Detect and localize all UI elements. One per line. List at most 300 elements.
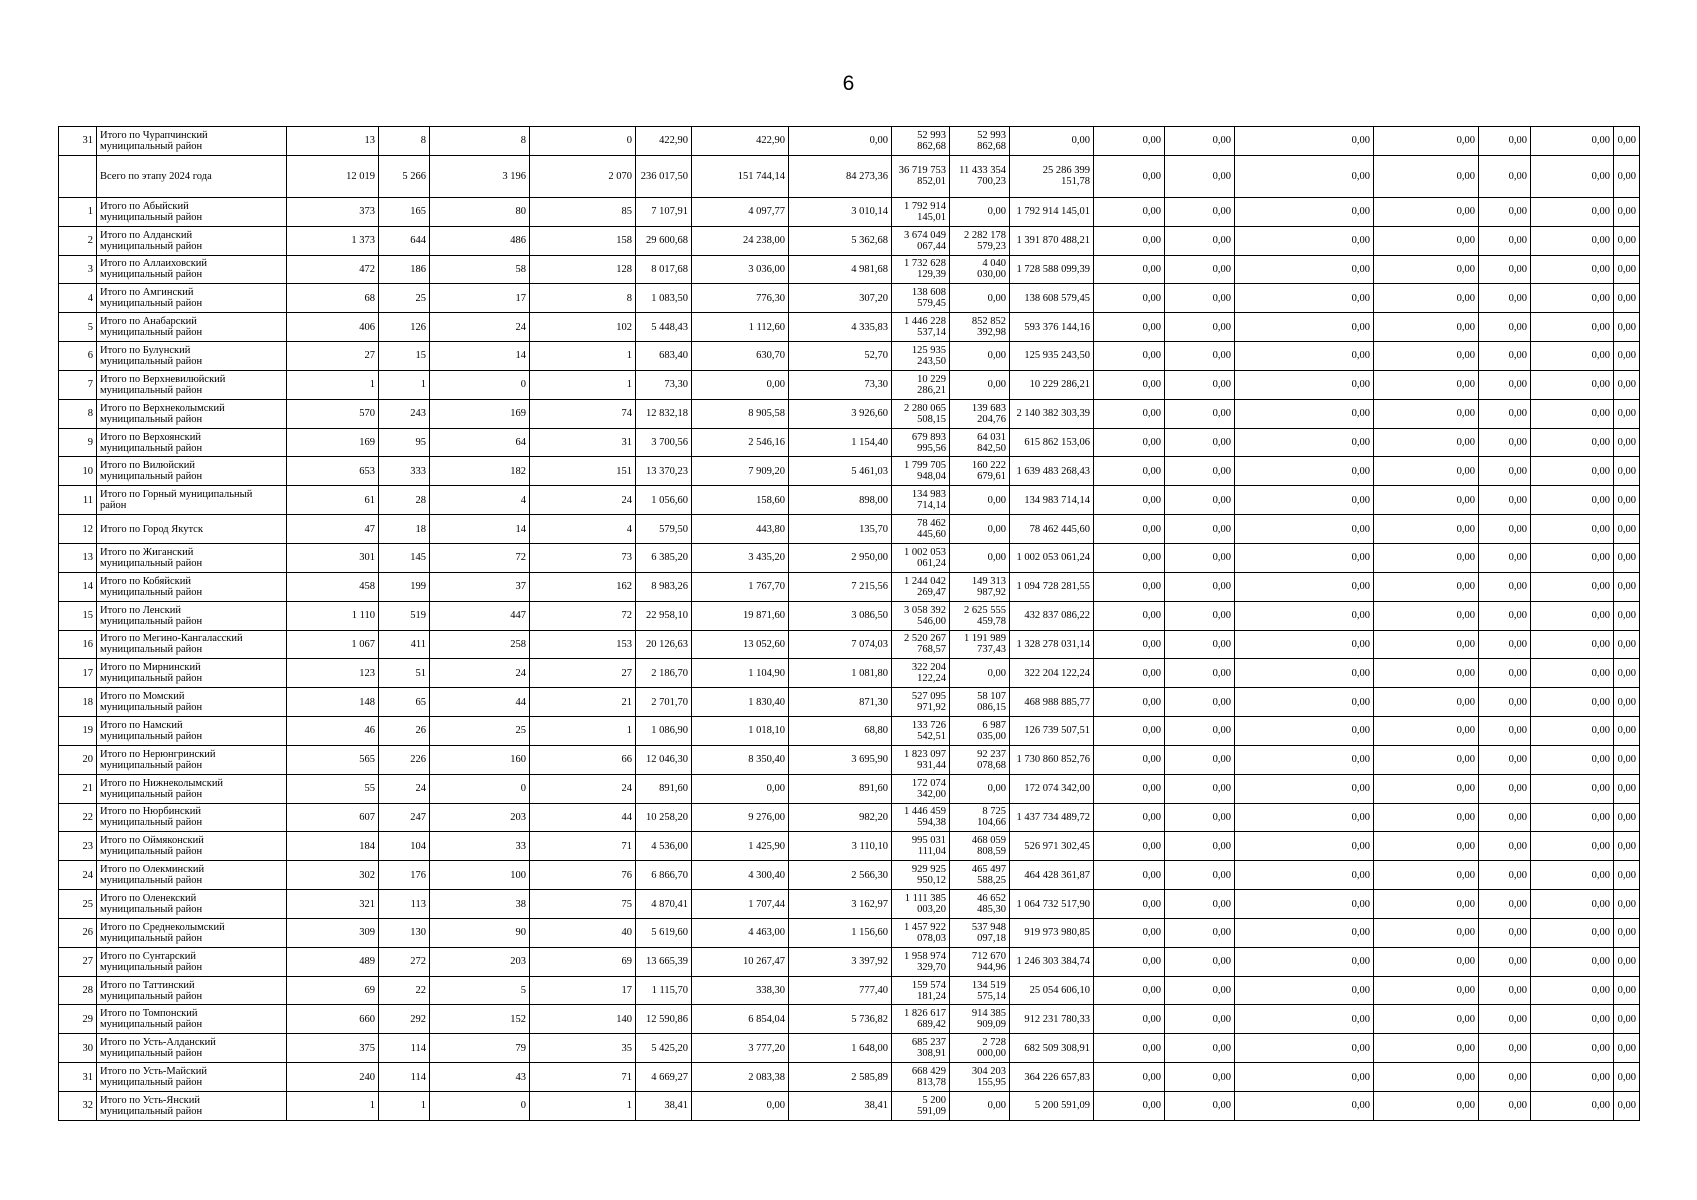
cell-value: 0,00 [1212, 170, 1231, 182]
value-cell-col-4 [530, 918, 636, 947]
value-cell-col-14 [1374, 1005, 1479, 1034]
cell-value: 0,00 [1617, 1071, 1636, 1083]
cell-value: 0,00 [1351, 1071, 1370, 1083]
value-cell-col-1 [287, 803, 379, 832]
value-cell-col-4 [530, 976, 636, 1005]
cell-value: 0,00 [1617, 379, 1636, 391]
cell-value: 13 052,60 [743, 638, 785, 650]
value-cell-col-13 [1235, 284, 1374, 313]
value-cell-col-14 [1374, 255, 1479, 284]
cell-value: 8 350,40 [748, 754, 785, 766]
cell-value: 6 866,70 [651, 869, 688, 881]
cell-value: 1 823 097 931,44 [904, 748, 946, 771]
value-cell-col-15 [1479, 1063, 1531, 1092]
value-cell-col-9 [950, 1034, 1010, 1063]
value-cell-col-14 [1374, 918, 1479, 947]
cell-value: 1 056,60 [651, 494, 688, 506]
value-cell-col-15 [1479, 890, 1531, 919]
value-cell-col-1 [287, 226, 379, 255]
cell-value: 0,00 [1212, 898, 1231, 910]
value-cell-col-2 [379, 1092, 430, 1121]
cell-value: 7 909,20 [748, 465, 785, 477]
value-cell-col-17 [1614, 486, 1640, 515]
value-cell-col-12 [1165, 1005, 1235, 1034]
value-cell-col-4 [530, 717, 636, 746]
value-cell-col-1 [287, 1034, 379, 1063]
value-cell-col-15 [1479, 774, 1531, 803]
value-cell-col-6 [692, 543, 789, 572]
value-cell-col-15 [1479, 255, 1531, 284]
row-number: 6 [59, 342, 97, 371]
value-cell-col-16 [1531, 572, 1614, 601]
cell-value: 0,00 [1456, 610, 1475, 622]
cell-value: 114 [410, 1042, 426, 1054]
value-cell-col-13 [1235, 601, 1374, 630]
cell-value: 24 238,00 [743, 235, 785, 247]
value-cell-col-6 [692, 745, 789, 774]
cell-value: 159 574 181,24 [911, 979, 946, 1002]
cell-value: 38,41 [864, 1100, 888, 1112]
value-cell-col-4 [530, 255, 636, 284]
value-cell-col-4 [530, 428, 636, 457]
cell-value: 0,00 [1591, 898, 1610, 910]
cell-value: 0,00 [1212, 840, 1231, 852]
cell-value: 919 973 980,85 [1024, 927, 1090, 939]
municipality-name-line: муниципальный район [100, 875, 203, 887]
value-cell-col-4 [530, 861, 636, 890]
cell-value: 95 [415, 437, 426, 449]
cell-value: 0,00 [1456, 206, 1475, 218]
cell-value: 72 [621, 610, 632, 622]
cell-value: 184 [359, 840, 375, 852]
cell-value: 0,00 [1142, 783, 1161, 795]
value-cell-col-7 [789, 284, 892, 313]
cell-value: 3 196 [502, 170, 526, 182]
cell-value: 0,00 [1212, 1100, 1231, 1112]
cell-value: 0,00 [1212, 956, 1231, 968]
cell-value: 432 837 086,22 [1024, 610, 1090, 622]
cell-value: 0,00 [1456, 1071, 1475, 1083]
value-cell-col-9 [950, 976, 1010, 1005]
cell-value: 0,00 [1508, 840, 1527, 852]
cell-value: 3 058 392 546,00 [904, 604, 946, 627]
cell-value: 0,00 [1591, 494, 1610, 506]
value-cell-col-9 [950, 630, 1010, 659]
value-cell-col-12 [1165, 457, 1235, 486]
cell-value: 375 [359, 1042, 375, 1054]
value-cell-col-13 [1235, 745, 1374, 774]
value-cell-col-10 [1010, 918, 1094, 947]
value-cell-col-15 [1479, 127, 1531, 156]
value-cell-col-5 [636, 861, 692, 890]
municipality-name-line: муниципальный район [100, 586, 203, 598]
cell-value: 304 203 155,95 [971, 1066, 1006, 1089]
cell-value: 2 282 178 579,23 [964, 229, 1006, 252]
value-cell-col-4 [530, 774, 636, 803]
cell-value: 79 [515, 1042, 526, 1054]
cell-value: 0,00 [1351, 465, 1370, 477]
municipality-name-line: муниципальный район [100, 1105, 203, 1117]
table-row [59, 342, 1640, 371]
municipality-name [97, 1005, 287, 1034]
cell-value: 912 231 780,33 [1024, 1013, 1090, 1025]
value-cell-col-4 [530, 313, 636, 342]
value-cell-col-3 [430, 226, 530, 255]
value-cell-col-10 [1010, 630, 1094, 659]
value-cell-col-8 [892, 918, 950, 947]
cell-value: 25 286 399 151,78 [1042, 165, 1090, 188]
cell-value: 126 [410, 321, 426, 333]
cell-value: 51 [415, 667, 426, 679]
cell-value: 364 226 657,83 [1024, 1071, 1090, 1083]
cell-value: 465 497 588,25 [971, 864, 1006, 887]
cell-value: 36 719 753 852,01 [898, 165, 946, 188]
cell-value: 138 608 579,45 [1024, 292, 1090, 304]
table-row [59, 861, 1640, 890]
value-cell-col-9 [950, 832, 1010, 861]
cell-value: 169 [510, 408, 526, 420]
cell-value: 0,00 [1351, 408, 1370, 420]
cell-value: 3 926,60 [851, 408, 888, 420]
value-cell-col-11 [1094, 515, 1165, 544]
municipality-name [97, 255, 287, 284]
cell-value: 3 674 049 067,44 [904, 229, 946, 252]
value-cell-col-12 [1165, 255, 1235, 284]
cell-value: 19 871,60 [743, 610, 785, 622]
municipality-name-line: Итого по Верхнеколымский [100, 402, 225, 414]
cell-value: 0,00 [1508, 956, 1527, 968]
cell-value: 0,00 [1617, 1100, 1636, 1112]
value-cell-col-7 [789, 342, 892, 371]
cell-value: 1 391 870 488,21 [1016, 235, 1090, 247]
cell-value: 37 [515, 581, 526, 593]
cell-value: 5 266 [402, 170, 426, 182]
value-cell-col-10 [1010, 1092, 1094, 1121]
value-cell-col-16 [1531, 226, 1614, 255]
cell-value: 6 385,20 [651, 552, 688, 564]
cell-value: 1 244 042 269,47 [904, 575, 946, 598]
cell-value: 0,00 [1617, 135, 1636, 147]
value-cell-col-6 [692, 428, 789, 457]
value-cell-col-1 [287, 976, 379, 1005]
cell-value: 7 215,56 [851, 581, 888, 593]
cell-value: 0,00 [1142, 667, 1161, 679]
cell-value: 0,00 [1142, 610, 1161, 622]
value-cell-col-6 [692, 717, 789, 746]
value-cell-col-16 [1531, 284, 1614, 313]
cell-value: 27 [364, 350, 375, 362]
cell-value: 0,00 [1142, 869, 1161, 881]
value-cell-col-4 [530, 342, 636, 371]
value-cell-col-10 [1010, 486, 1094, 515]
value-cell-col-7 [789, 1005, 892, 1034]
cell-value: 12 590,86 [646, 1013, 688, 1025]
value-cell-col-7 [789, 745, 892, 774]
municipality-name-line: муниципальный район [100, 298, 203, 310]
value-cell-col-9 [950, 457, 1010, 486]
value-cell-col-14 [1374, 745, 1479, 774]
cell-value: 411 [410, 638, 426, 650]
cell-value: 0,00 [1351, 437, 1370, 449]
cell-value: 0,00 [1142, 581, 1161, 593]
value-cell-col-5 [636, 1034, 692, 1063]
cell-value: 2 728 000,00 [977, 1037, 1006, 1060]
value-cell-col-17 [1614, 745, 1640, 774]
cell-value: 1 110 [351, 610, 375, 622]
value-cell-col-6 [692, 284, 789, 313]
value-cell-col-10 [1010, 155, 1094, 197]
cell-value: 0,00 [1212, 408, 1231, 420]
cell-value: 151 744,14 [737, 170, 785, 182]
value-cell-col-8 [892, 197, 950, 226]
cell-value: 24 [415, 783, 426, 795]
cell-value: 0,00 [1351, 523, 1370, 535]
cell-value: 52,70 [864, 350, 888, 362]
value-cell-col-13 [1235, 197, 1374, 226]
value-cell-col-3 [430, 342, 530, 371]
cell-value: 468 059 808,59 [971, 835, 1006, 858]
municipality-name-line: муниципальный район [100, 817, 203, 829]
cell-value: 0,00 [1591, 1071, 1610, 1083]
value-cell-col-13 [1235, 543, 1374, 572]
value-cell-col-1 [287, 947, 379, 976]
cell-value: 158,60 [756, 494, 785, 506]
table-row [59, 1005, 1640, 1034]
value-cell-col-1 [287, 630, 379, 659]
cell-value: 0,00 [1617, 869, 1636, 881]
cell-value: 0,00 [1142, 811, 1161, 823]
cell-value: 1 446 228 537,14 [904, 316, 946, 339]
value-cell-col-8 [892, 1005, 950, 1034]
cell-value: 0,00 [987, 1100, 1006, 1112]
value-cell-col-10 [1010, 861, 1094, 890]
value-cell-col-9 [950, 774, 1010, 803]
cell-value: 0,00 [1508, 170, 1527, 182]
value-cell-col-3 [430, 515, 530, 544]
value-cell-col-7 [789, 486, 892, 515]
value-cell-col-1 [287, 543, 379, 572]
cell-value: 0,00 [1591, 206, 1610, 218]
value-cell-col-16 [1531, 313, 1614, 342]
value-cell-col-4 [530, 457, 636, 486]
cell-value: 1 156,60 [851, 927, 888, 939]
cell-value: 73,30 [864, 379, 888, 391]
cell-value: 1 115,70 [651, 985, 688, 997]
cell-value: 0,00 [1351, 754, 1370, 766]
cell-value: 68,80 [864, 725, 888, 737]
value-cell-col-14 [1374, 313, 1479, 342]
value-cell-col-11 [1094, 127, 1165, 156]
cell-value: 0,00 [766, 783, 785, 795]
value-cell-col-6 [692, 342, 789, 371]
value-cell-col-2 [379, 255, 430, 284]
value-cell-col-1 [287, 601, 379, 630]
value-cell-col-17 [1614, 255, 1640, 284]
cell-value: 0,00 [987, 552, 1006, 564]
value-cell-col-16 [1531, 918, 1614, 947]
cell-value: 44 [515, 696, 526, 708]
value-cell-col-9 [950, 127, 1010, 156]
cell-value: 0,00 [1617, 725, 1636, 737]
value-cell-col-15 [1479, 486, 1531, 515]
municipality-name-line: муниципальный район [100, 759, 203, 771]
cell-value: 0,00 [1351, 811, 1370, 823]
cell-value: 0,00 [1142, 437, 1161, 449]
cell-value: 0,00 [1456, 235, 1475, 247]
table-row [59, 918, 1640, 947]
cell-value: 0,00 [1351, 985, 1370, 997]
cell-value: 0,00 [1508, 321, 1527, 333]
value-cell-col-6 [692, 688, 789, 717]
cell-value: 14 [515, 523, 526, 535]
value-cell-col-13 [1235, 486, 1374, 515]
cell-value: 0,00 [1456, 638, 1475, 650]
value-cell-col-9 [950, 601, 1010, 630]
cell-value: 71 [621, 840, 632, 852]
value-cell-col-7 [789, 1034, 892, 1063]
cell-value: 0,00 [1142, 638, 1161, 650]
cell-value: 468 988 885,77 [1024, 696, 1090, 708]
cell-value: 243 [410, 408, 426, 420]
cell-value: 0,00 [1142, 408, 1161, 420]
table-row [59, 1034, 1640, 1063]
value-cell-col-8 [892, 890, 950, 919]
value-cell-col-10 [1010, 774, 1094, 803]
cell-value: 0,00 [1617, 206, 1636, 218]
cell-value: 1 [626, 379, 632, 391]
municipality-name-line: муниципальный район [100, 442, 203, 454]
municipality-name-line: Итого по Амгинский [100, 287, 194, 299]
value-cell-col-11 [1094, 745, 1165, 774]
value-cell-col-16 [1531, 601, 1614, 630]
value-cell-col-2 [379, 572, 430, 601]
value-cell-col-2 [379, 861, 430, 890]
cell-value: 653 [359, 465, 375, 477]
row-number: 9 [59, 428, 97, 457]
cell-value: 1 246 303 384,74 [1016, 956, 1090, 968]
value-cell-col-3 [430, 543, 530, 572]
cell-value: 995 031 111,04 [911, 835, 946, 858]
value-cell-col-1 [287, 515, 379, 544]
row-number: 17 [59, 659, 97, 688]
cell-value: 1 792 914 145,01 [904, 200, 946, 223]
value-cell-col-14 [1374, 515, 1479, 544]
cell-value: 4 335,83 [851, 321, 888, 333]
cell-value: 1 104,90 [748, 667, 785, 679]
cell-value: 8 [420, 135, 426, 147]
municipality-name-line: муниципальный район [100, 1048, 203, 1060]
value-cell-col-10 [1010, 947, 1094, 976]
value-cell-col-13 [1235, 255, 1374, 284]
value-cell-col-12 [1165, 1063, 1235, 1092]
cell-value: 0,00 [1617, 437, 1636, 449]
cell-value: 338,30 [756, 985, 785, 997]
value-cell-col-6 [692, 947, 789, 976]
row-number: 18 [59, 688, 97, 717]
table-row [59, 745, 1640, 774]
table-row [59, 486, 1640, 515]
value-cell-col-16 [1531, 255, 1614, 284]
cell-value: 1 111 385 003,20 [904, 893, 946, 916]
cell-value: 46 652 485,30 [977, 893, 1006, 916]
cell-value: 0,00 [1351, 350, 1370, 362]
value-cell-col-8 [892, 428, 950, 457]
cell-value: 5 619,60 [651, 927, 688, 939]
value-cell-col-10 [1010, 601, 1094, 630]
cell-value: 3 695,90 [851, 754, 888, 766]
cell-value: 0,00 [1508, 725, 1527, 737]
value-cell-col-9 [950, 745, 1010, 774]
value-cell-col-14 [1374, 890, 1479, 919]
cell-value: 0,00 [1456, 581, 1475, 593]
cell-value: 114 [410, 1071, 426, 1083]
municipality-name-line: Итого по Момский [100, 691, 185, 703]
cell-value: 0,00 [1351, 696, 1370, 708]
value-cell-col-2 [379, 313, 430, 342]
municipality-name-line: Итого по Алданский [100, 229, 193, 241]
cell-value: 5 362,68 [851, 235, 888, 247]
cell-value: 0,00 [1591, 985, 1610, 997]
cell-value: 0,00 [1142, 696, 1161, 708]
cell-value: 135,70 [859, 523, 888, 535]
value-cell-col-16 [1531, 197, 1614, 226]
value-cell-col-17 [1614, 155, 1640, 197]
cell-value: 162 [616, 581, 632, 593]
value-cell-col-17 [1614, 861, 1640, 890]
value-cell-col-7 [789, 543, 892, 572]
value-cell-col-14 [1374, 659, 1479, 688]
cell-value: 0,00 [987, 350, 1006, 362]
value-cell-col-12 [1165, 659, 1235, 688]
value-cell-col-11 [1094, 486, 1165, 515]
value-cell-col-5 [636, 832, 692, 861]
value-cell-col-1 [287, 457, 379, 486]
cell-value: 160 [510, 754, 526, 766]
cell-value: 75 [621, 898, 632, 910]
cell-value: 71 [621, 1071, 632, 1083]
value-cell-col-11 [1094, 342, 1165, 371]
cell-value: 0,00 [1617, 552, 1636, 564]
value-cell-col-11 [1094, 803, 1165, 832]
cell-value: 914 385 909,09 [971, 1008, 1006, 1031]
value-cell-col-8 [892, 1034, 950, 1063]
value-cell-col-11 [1094, 226, 1165, 255]
value-cell-col-3 [430, 155, 530, 197]
cell-value: 25 [415, 292, 426, 304]
value-cell-col-9 [950, 486, 1010, 515]
value-cell-col-3 [430, 630, 530, 659]
cell-value: 0,00 [1617, 696, 1636, 708]
municipality-name-line: муниципальный район [100, 644, 203, 656]
table-row [59, 399, 1640, 428]
cell-value: 1 437 734 489,72 [1016, 811, 1090, 823]
municipality-name-line: Итого по Город Якутск [100, 523, 203, 535]
municipality-name-line: муниципальный район [100, 413, 203, 425]
municipality-name-line: муниципальный район [100, 990, 203, 1002]
value-cell-col-11 [1094, 630, 1165, 659]
value-cell-col-2 [379, 543, 430, 572]
cell-value: 0,00 [1456, 494, 1475, 506]
cell-value: 3 777,20 [748, 1042, 785, 1054]
cell-value: 0,00 [1351, 552, 1370, 564]
cell-value: 0,00 [1142, 263, 1161, 275]
value-cell-col-15 [1479, 428, 1531, 457]
cell-value: 537 948 097,18 [971, 921, 1006, 944]
table-row [59, 688, 1640, 717]
value-cell-col-12 [1165, 717, 1235, 746]
cell-value: 12 832,18 [646, 408, 688, 420]
cell-value: 73,30 [664, 379, 688, 391]
